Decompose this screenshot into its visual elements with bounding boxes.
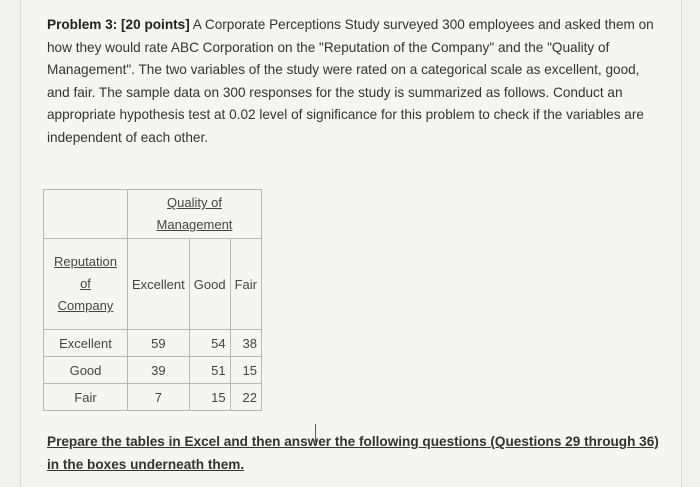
column-header-excellent: Excellent: [128, 239, 190, 330]
document-page: [20, 0, 682, 487]
row-variable-header: [44, 239, 128, 330]
instructions-text: Prepare the tables in Excel and then answer the following questions (Questions 29 through 36) in the boxes underneath them.: [47, 434, 659, 472]
column-variable-header: [128, 190, 262, 239]
column-variable-line2: Management: [156, 217, 233, 232]
cell-value: 39: [128, 357, 190, 384]
cell-value: 22: [230, 384, 261, 411]
table-row: [44, 357, 262, 384]
cell-value: 54: [189, 330, 230, 357]
cell-value: 15: [189, 384, 230, 411]
cell-value: 51: [189, 357, 230, 384]
row-variable-line3: Company: [57, 298, 114, 313]
cell-value: 15: [230, 357, 261, 384]
row-label: Excellent: [44, 330, 128, 357]
problem-body: A Corporate Perceptions Study surveyed 300 employees and asked them on how they would rate ABC Corporation on the "Reputation of the Company" and the "Quality of Management". The two variables of the study were rated on a categorical scale as excellent, good, and fair. The sample data on 300 responses for the study is summarized as follows. Conduct an appropriate hypothesis test at 0.02 level of significance for this problem to check if the variables are independent of each other.: [47, 17, 654, 145]
column-header-good: Good: [189, 239, 230, 330]
problem-heading: Problem 3: [20 points]: [47, 17, 190, 32]
table-row: [44, 330, 262, 357]
row-label: Fair: [44, 384, 128, 411]
row-variable-line2: of: [80, 276, 91, 291]
empty-corner-cell: [44, 190, 128, 239]
cell-value: 38: [230, 330, 261, 357]
cell-value: 59: [128, 330, 190, 357]
problem-statement: [47, 14, 659, 149]
table-row: [44, 384, 262, 411]
column-header-fair: Fair: [230, 239, 261, 330]
row-label: Good: [44, 357, 128, 384]
row-variable-line1: Reputation: [54, 254, 117, 269]
cell-value: 7: [128, 384, 190, 411]
contingency-table: [43, 189, 262, 411]
column-variable-line1: Quality of: [167, 195, 222, 210]
